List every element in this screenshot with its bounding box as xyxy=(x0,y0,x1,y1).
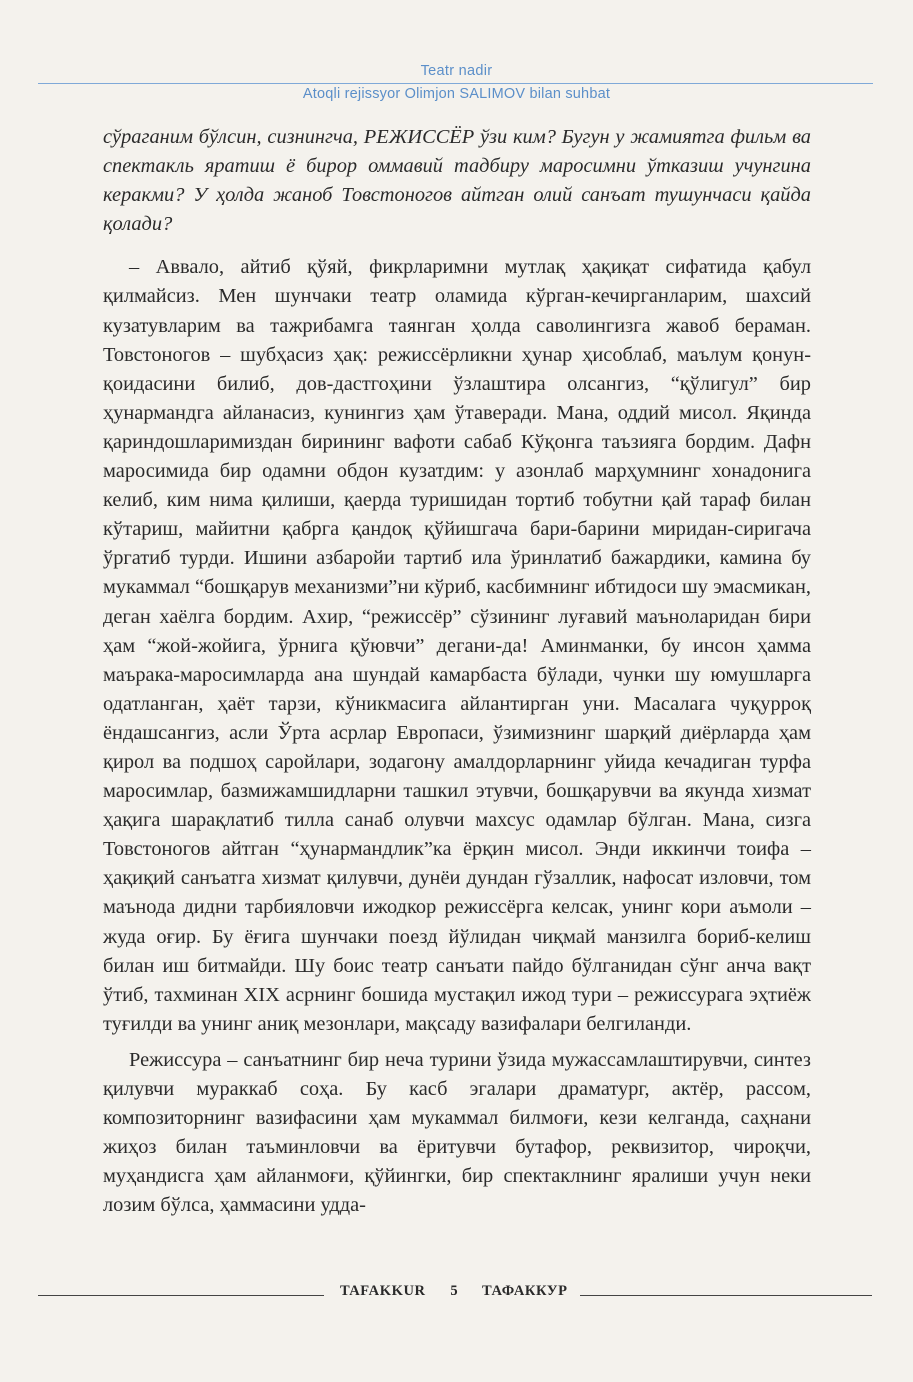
article-body xyxy=(103,123,811,1220)
footer-magazine-latin: TAFAKKUR xyxy=(340,1283,426,1299)
footer-divider-right xyxy=(580,1295,872,1296)
footer-magazine-cyrillic: ТАФАККУР xyxy=(482,1283,568,1299)
page-header xyxy=(0,0,913,110)
interview-question: сўраганим бўлсин, сизнингча, РЕЖИССЁР ўзи ким? Бугун у жамиятга фильм ва спектакль яратиш ё бирор оммавий тадбиру маросимни ўтказиш учунгина керакми? У ҳолда жаноб Товстоногов айтган олий санъат тушунчаси қайда қолади? xyxy=(103,126,811,236)
header-subtitle: Atoqli rejissyor Olimjon SALIMOV bilan suhbat xyxy=(302,86,611,102)
answer-paragraph-1: – Аввало, айтиб қўяй, фикрларимни мутлақ ҳақиқат сифатида қабул қилмайсиз. Мен шунчаки театр оламида кўрган-кечирганларим, шахсий кузатувларим ва тажрибамга таянган ҳолда саволингизга жавоб бераман. Товстоногов – шубҳасиз ҳақ: режиссёрликни ҳунар ҳисоблаб, маълум қонун-қоидасини билиб, дов-дастгоҳини ўзлаштира олсангиз, “қўлигул” бир ҳунармандга айланасиз, кунингиз ҳам ўтаверади. Мана, оддий мисол. Яқинда қариндошларимиздан бирининг вафоти сабаб Кўқонга таъзияга бордим. Дафн маросимида бир одамни обдон кузатдим: у азонлаб марҳумнинг хонадонига келиб, ким нима қилиши, қаерда туришидан тортиб тобутни қай тараф билан кўтариш, майитни қабрга қандоқ қўйишгача бари-барини миридан-сиригача ўргатиб турди. Ишини азбаройи тартиб ила ўринлатиб бажардики, камина бу мукаммал “бошқарув механизми”ни кўриб, касбимнинг ибтидоси шу эмасмикан, деган хаёлга бордим. Ахир, “режиссёр” сўзининг луғавий маъноларидан бири ҳам “жой-жойига, ўрнига қўювчи” дегани-да! Аминманки, бу инсон ҳамма маърака-маросимларда ана шундай камарбаста бўлади, чунки шу юмушларга одатланган, ҳаёт тарзи, кўникмасига айлантирган уни. Масалага чуқурроқ ёндашсангиз, асли Ўрта асрлар Европаси, ўзимизнинг шарқий диёрларда ҳам қирол ва подшоҳ саройлари, зодагону амалдорларнинг уйида кечадиган турфа маросимлар, базмижамшидларни ташкил этувчи, бошқарувчи ва якунда хизмат ҳақига шарақлатиб тилла санаб олувчи махсус одамлар бўлган. Мана, сизга Товстоногов айтган “ҳунармандлик”ка ёрқин мисол. Энди иккинчи тоифа – ҳақиқий санъатга хизмат қилувчи, дунёи дундан гўзаллик, нафосат изловчи, том маънода дидни тарбияловчи ижодкор режиссёрга келсак, унинг кори аъмоли – жуда оғир. Бу ёғига шунчаки поезд йўлидан чиқмай манзилга бориб-келиш билан иш битмайди. Шу боис театр санъати пайдо бўлганидан сўнг анча вақт ўтиб, тахминан XIX асрнинг бошида мустақил ижод тури – режиссурага эҳтиёж туғилди ва унинг аниқ мезонлари, мақсаду вазифалари белгиланди. xyxy=(103,256,811,1035)
footer-divider-left xyxy=(38,1295,324,1296)
header-divider xyxy=(38,83,873,84)
section-title: Teatr nadir xyxy=(420,63,493,79)
answer-paragraph-2: Режиссура – санъатнинг бир неча турини ўзида мужассамлаштирувчи, синтез қилувчи мураккаб соҳа. Бу касб эгалари драматург, актёр, рассом, композиторнинг вазифасини ҳам мукаммал билмоғи, кези келганда, саҳнани жиҳоз билан таъминловчи ва ёритувчи бутафор, реквизитор, чироқчи, муҳандисга ҳам айланмоғи, қўйингки, бир спектаклнинг яралиши учун неки лозим бўлса, ҳаммасини удда- xyxy=(103,1048,811,1217)
page-number: 5 xyxy=(450,1283,458,1299)
page-footer xyxy=(0,1283,913,1307)
